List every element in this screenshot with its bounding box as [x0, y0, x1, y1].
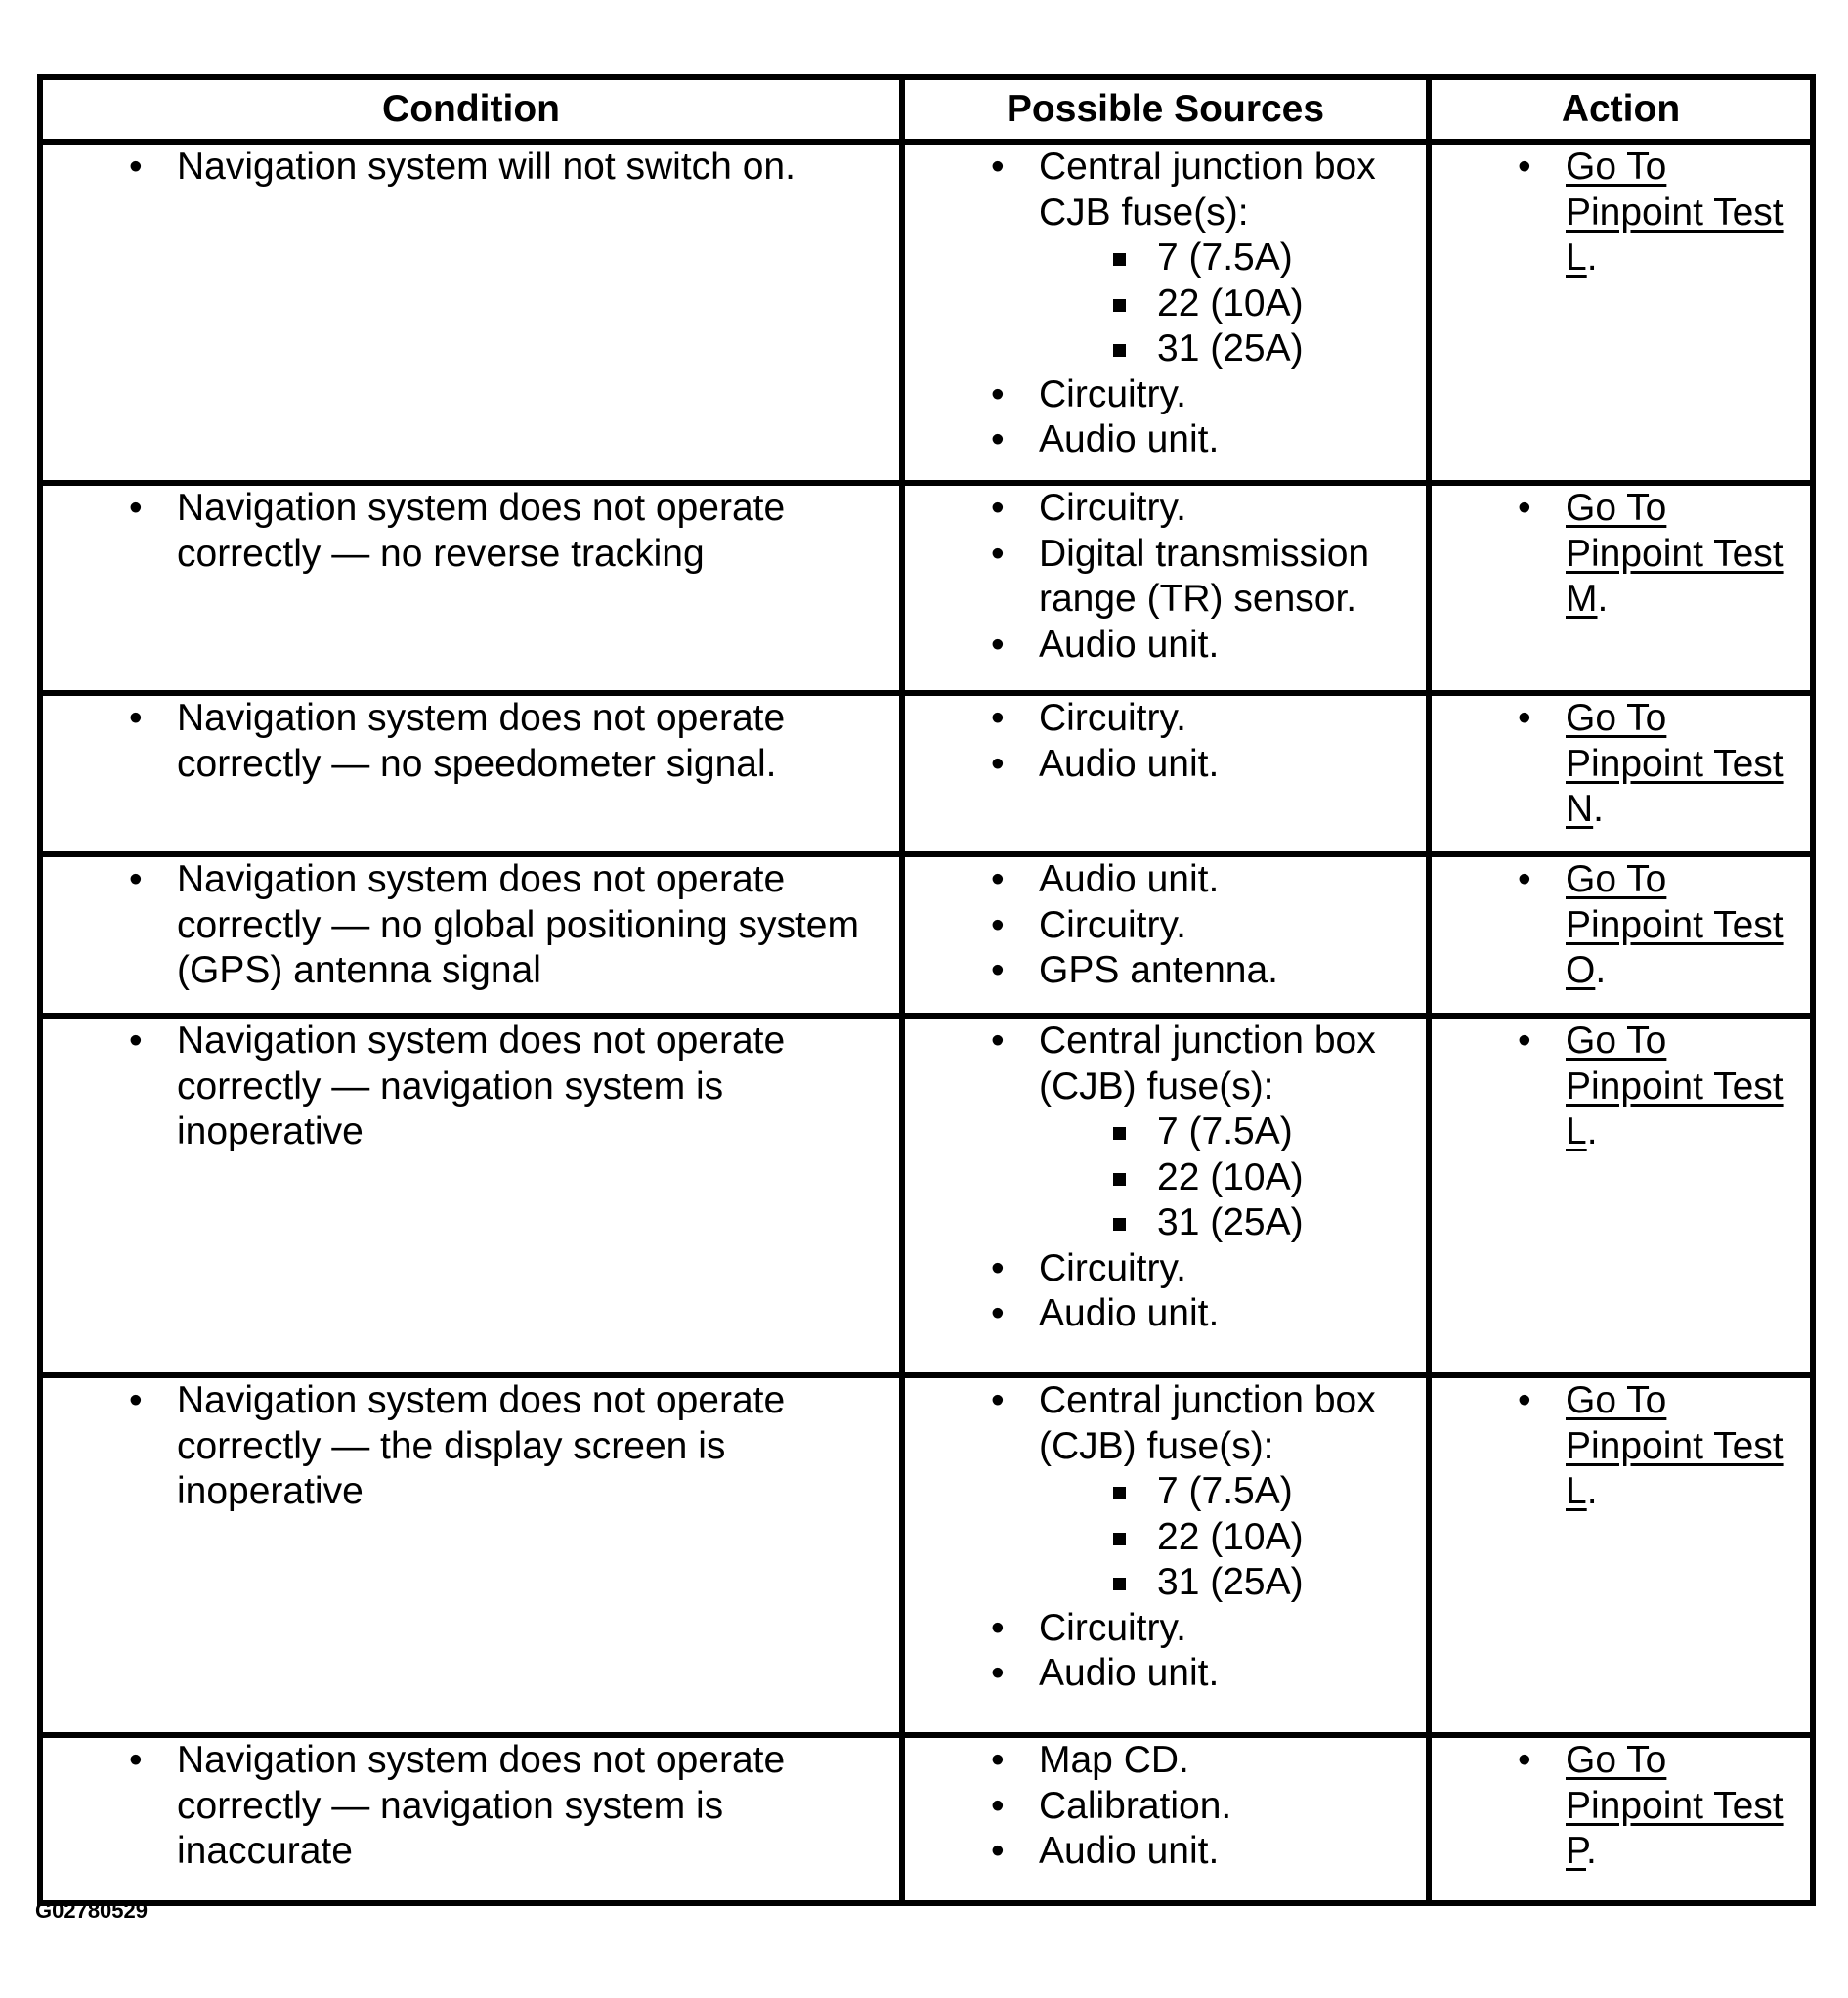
possible-sources-cell: [902, 142, 1429, 483]
diagnostic-table: [37, 74, 1816, 1906]
source-item: [905, 857, 1426, 903]
source-item: [905, 1291, 1426, 1337]
source-item: [905, 1651, 1426, 1697]
condition-text: • Navigation system does not operate correctly — navigation system is inaccurate: [43, 1738, 899, 1875]
condition-text: • Navigation system does not operate correctly — no global positioning system (GPS) antenna signal: [43, 857, 899, 994]
action-item: [1432, 857, 1810, 994]
action-cell: [1429, 142, 1813, 483]
action-cell: [1429, 693, 1813, 854]
source-text: Audio unit.: [1039, 1292, 1220, 1334]
source-item: [905, 1606, 1426, 1652]
action-item: [1432, 1738, 1810, 1875]
fuse-item: 7 (7.5A): [905, 236, 1426, 282]
condition-text: • Navigation system does not operate correctly — no speedometer signal.: [43, 696, 899, 787]
action-item: [1432, 145, 1810, 282]
condition-text: • Navigation system does not operate correctly — no reverse tracking: [43, 486, 899, 577]
fuse-item: 22 (10A): [905, 282, 1426, 327]
header-possible-sources: Possible Sources: [902, 77, 1429, 142]
possible-sources-cell: [902, 1735, 1429, 1903]
fuse-item: 7 (7.5A): [905, 1109, 1426, 1155]
condition-text: • Navigation system does not operate correctly — the display screen is inoperative: [43, 1378, 899, 1515]
table-row: [40, 854, 1813, 1016]
action-cell: [1429, 483, 1813, 693]
condition-text: • Navigation system will not switch on.: [43, 145, 899, 191]
action-item: [1432, 1019, 1810, 1155]
possible-sources-cell: [902, 693, 1429, 854]
condition-cell: [40, 854, 902, 1016]
table-row: [40, 693, 1813, 854]
condition-cell: [40, 142, 902, 483]
action-item: [1432, 696, 1810, 833]
condition-cell: [40, 1016, 902, 1375]
source-text: Digital transmission range (TR) sensor.: [1039, 532, 1370, 620]
source-text: Calibration.: [1039, 1784, 1232, 1827]
table-row: [40, 142, 1813, 483]
fuse-item: 22 (10A): [905, 1155, 1426, 1201]
header-action: Action: [1429, 77, 1813, 142]
header-condition: Condition: [40, 77, 902, 142]
source-item: [905, 372, 1426, 418]
pinpoint-test-link[interactable]: Go To Pinpoint Test L: [1566, 146, 1784, 279]
fuse-item: 7 (7.5A): [905, 1469, 1426, 1515]
condition-cell: [40, 1735, 902, 1903]
source-text: Circuitry.: [1039, 697, 1186, 739]
action-cell: [1429, 854, 1813, 1016]
action-suffix: .: [1593, 788, 1605, 830]
source-item: [905, 1738, 1426, 1784]
source-text: Audio unit.: [1039, 858, 1220, 900]
source-text: Audio unit.: [1039, 742, 1220, 785]
source-item: [905, 1246, 1426, 1292]
action-item: [1432, 486, 1810, 623]
source-text: Map CD.: [1039, 1739, 1189, 1781]
condition-cell: [40, 693, 902, 854]
source-item: [905, 1829, 1426, 1875]
action-suffix: .: [1597, 578, 1609, 620]
source-text: Circuitry.: [1039, 487, 1186, 529]
source-text: Circuitry.: [1039, 1246, 1186, 1289]
figure-code: G02780529: [35, 1898, 148, 1923]
action-cell: [1429, 1375, 1813, 1735]
action-suffix: .: [1586, 237, 1598, 279]
source-text: Audio unit.: [1039, 418, 1220, 460]
table-row: [40, 1735, 1813, 1903]
source-text: Audio unit.: [1039, 1652, 1220, 1694]
action-cell: [1429, 1016, 1813, 1375]
pinpoint-test-link[interactable]: Go To Pinpoint Test P: [1566, 1739, 1784, 1872]
action-suffix: .: [1595, 949, 1607, 991]
header-row: [40, 77, 1813, 142]
source-item: [905, 486, 1426, 532]
source-item: [905, 1378, 1426, 1606]
pinpoint-test-link[interactable]: Go To Pinpoint Test N: [1566, 697, 1784, 830]
source-text: Circuitry.: [1039, 372, 1186, 415]
action-suffix: .: [1586, 1830, 1597, 1872]
source-text: GPS antenna.: [1039, 949, 1279, 991]
pinpoint-test-link[interactable]: Go To Pinpoint Test L: [1566, 1379, 1784, 1512]
source-text: Central junction box (CJB) fuse(s):: [1039, 1379, 1376, 1467]
fuse-item: 22 (10A): [905, 1515, 1426, 1561]
fuse-item: 31 (25A): [905, 1560, 1426, 1606]
source-item: [905, 1019, 1426, 1246]
condition-text: • Navigation system does not operate correctly — navigation system is inoperative: [43, 1019, 899, 1155]
fuse-item: 31 (25A): [905, 326, 1426, 372]
possible-sources-cell: [902, 854, 1429, 1016]
source-item: [905, 1784, 1426, 1830]
condition-cell: [40, 483, 902, 693]
source-item: [905, 903, 1426, 949]
pinpoint-test-link[interactable]: Go To Pinpoint Test M: [1566, 487, 1784, 620]
condition-cell: [40, 1375, 902, 1735]
source-text: Audio unit.: [1039, 1830, 1220, 1872]
pinpoint-test-link[interactable]: Go To Pinpoint Test L: [1566, 1020, 1784, 1152]
fuse-item: 31 (25A): [905, 1200, 1426, 1246]
source-item: [905, 742, 1426, 788]
source-item: [905, 532, 1426, 623]
source-item: [905, 417, 1426, 463]
source-item: [905, 696, 1426, 742]
action-suffix: .: [1586, 1110, 1598, 1152]
table-row: [40, 1016, 1813, 1375]
source-text: Central junction box CJB fuse(s):: [1039, 146, 1376, 234]
source-text: Central junction box (CJB) fuse(s):: [1039, 1020, 1376, 1108]
action-suffix: .: [1586, 1470, 1598, 1512]
source-text: Audio unit.: [1039, 623, 1220, 666]
source-text: Circuitry.: [1039, 903, 1186, 946]
source-item: [905, 623, 1426, 669]
source-item: [905, 145, 1426, 372]
source-text: Circuitry.: [1039, 1606, 1186, 1649]
possible-sources-cell: [902, 483, 1429, 693]
possible-sources-cell: [902, 1016, 1429, 1375]
action-item: [1432, 1378, 1810, 1515]
pinpoint-test-link[interactable]: Go To Pinpoint Test O: [1566, 858, 1784, 991]
action-cell: [1429, 1735, 1813, 1903]
source-item: [905, 948, 1426, 994]
possible-sources-cell: [902, 1375, 1429, 1735]
table-row: [40, 483, 1813, 693]
table-row: [40, 1375, 1813, 1735]
